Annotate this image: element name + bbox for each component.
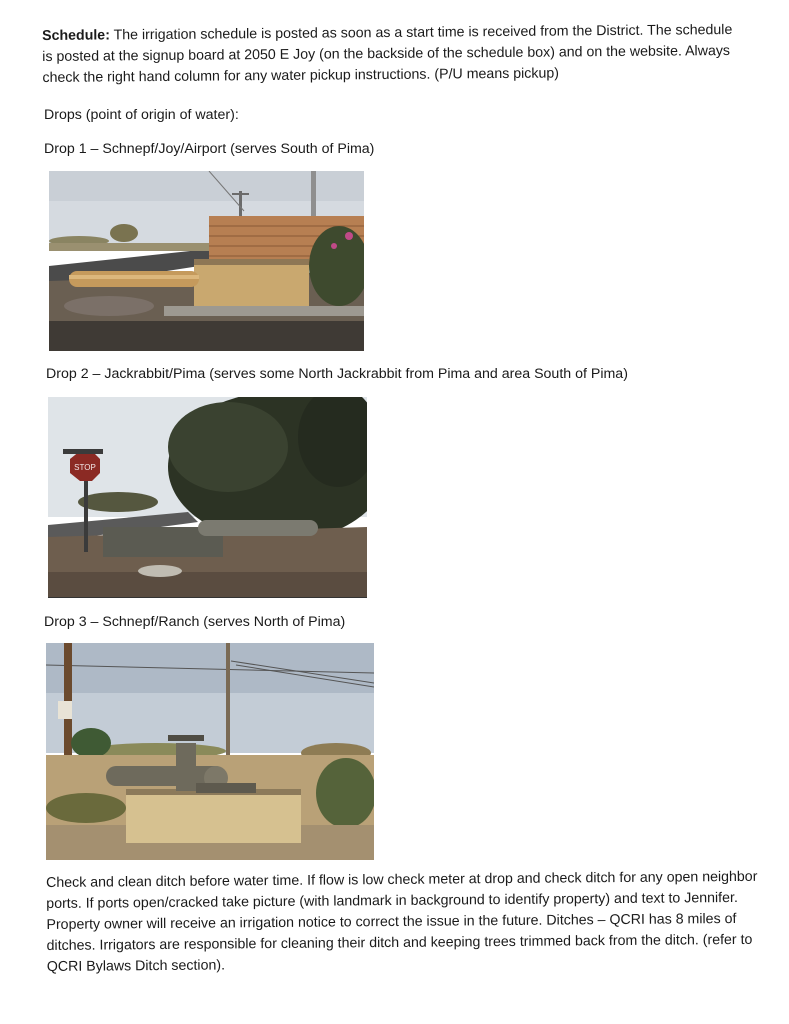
- drop-1-title: Drop 1 – Schnepf/Joy/Airport (serves South of Pima): [44, 141, 375, 157]
- ditch-paragraph: Check and clean ditch before water time. If flow is low check meter at drop and check ditch for any open neighbor ports. If ports open/cracked take picture (with landmark in background to identify property) and text to Jennifer. Property owner will receive an irrigation notice to correct the issue in the future. Ditches – QCRI has 8 miles of ditches. Irrigators are responsible for cleaning their ditch and keeping trees trimmed back from the ditch. (refer to QCRI Bylaws Ditch section).: [46, 868, 758, 975]
- drops-heading: Drops (point of origin of water):: [44, 107, 239, 123]
- drop-3-title: Drop 3 – Schnepf/Ranch (serves North of Pima): [44, 614, 346, 630]
- schedule-label: Schedule:: [42, 27, 110, 44]
- drop-2-title: Drop 2 – Jackrabbit/Pima (serves some North Jackrabbit from Pima and area South of Pima): [46, 366, 628, 382]
- schedule-text: The irrigation schedule is posted as soon as a start time is received from the District. The schedule is posted at the signup board at 2050 E Joy (on the backside of the schedule box) and on the website. Always check the right hand column for any water pickup instructions. (P/U means pickup): [42, 21, 733, 86]
- schedule-paragraph: [42, 20, 743, 89]
- stop-sign-text: STOP: [74, 463, 96, 472]
- drop-3-photo: [46, 643, 374, 860]
- drop-2-photo: [48, 397, 367, 598]
- drop-1-photo: [49, 171, 364, 351]
